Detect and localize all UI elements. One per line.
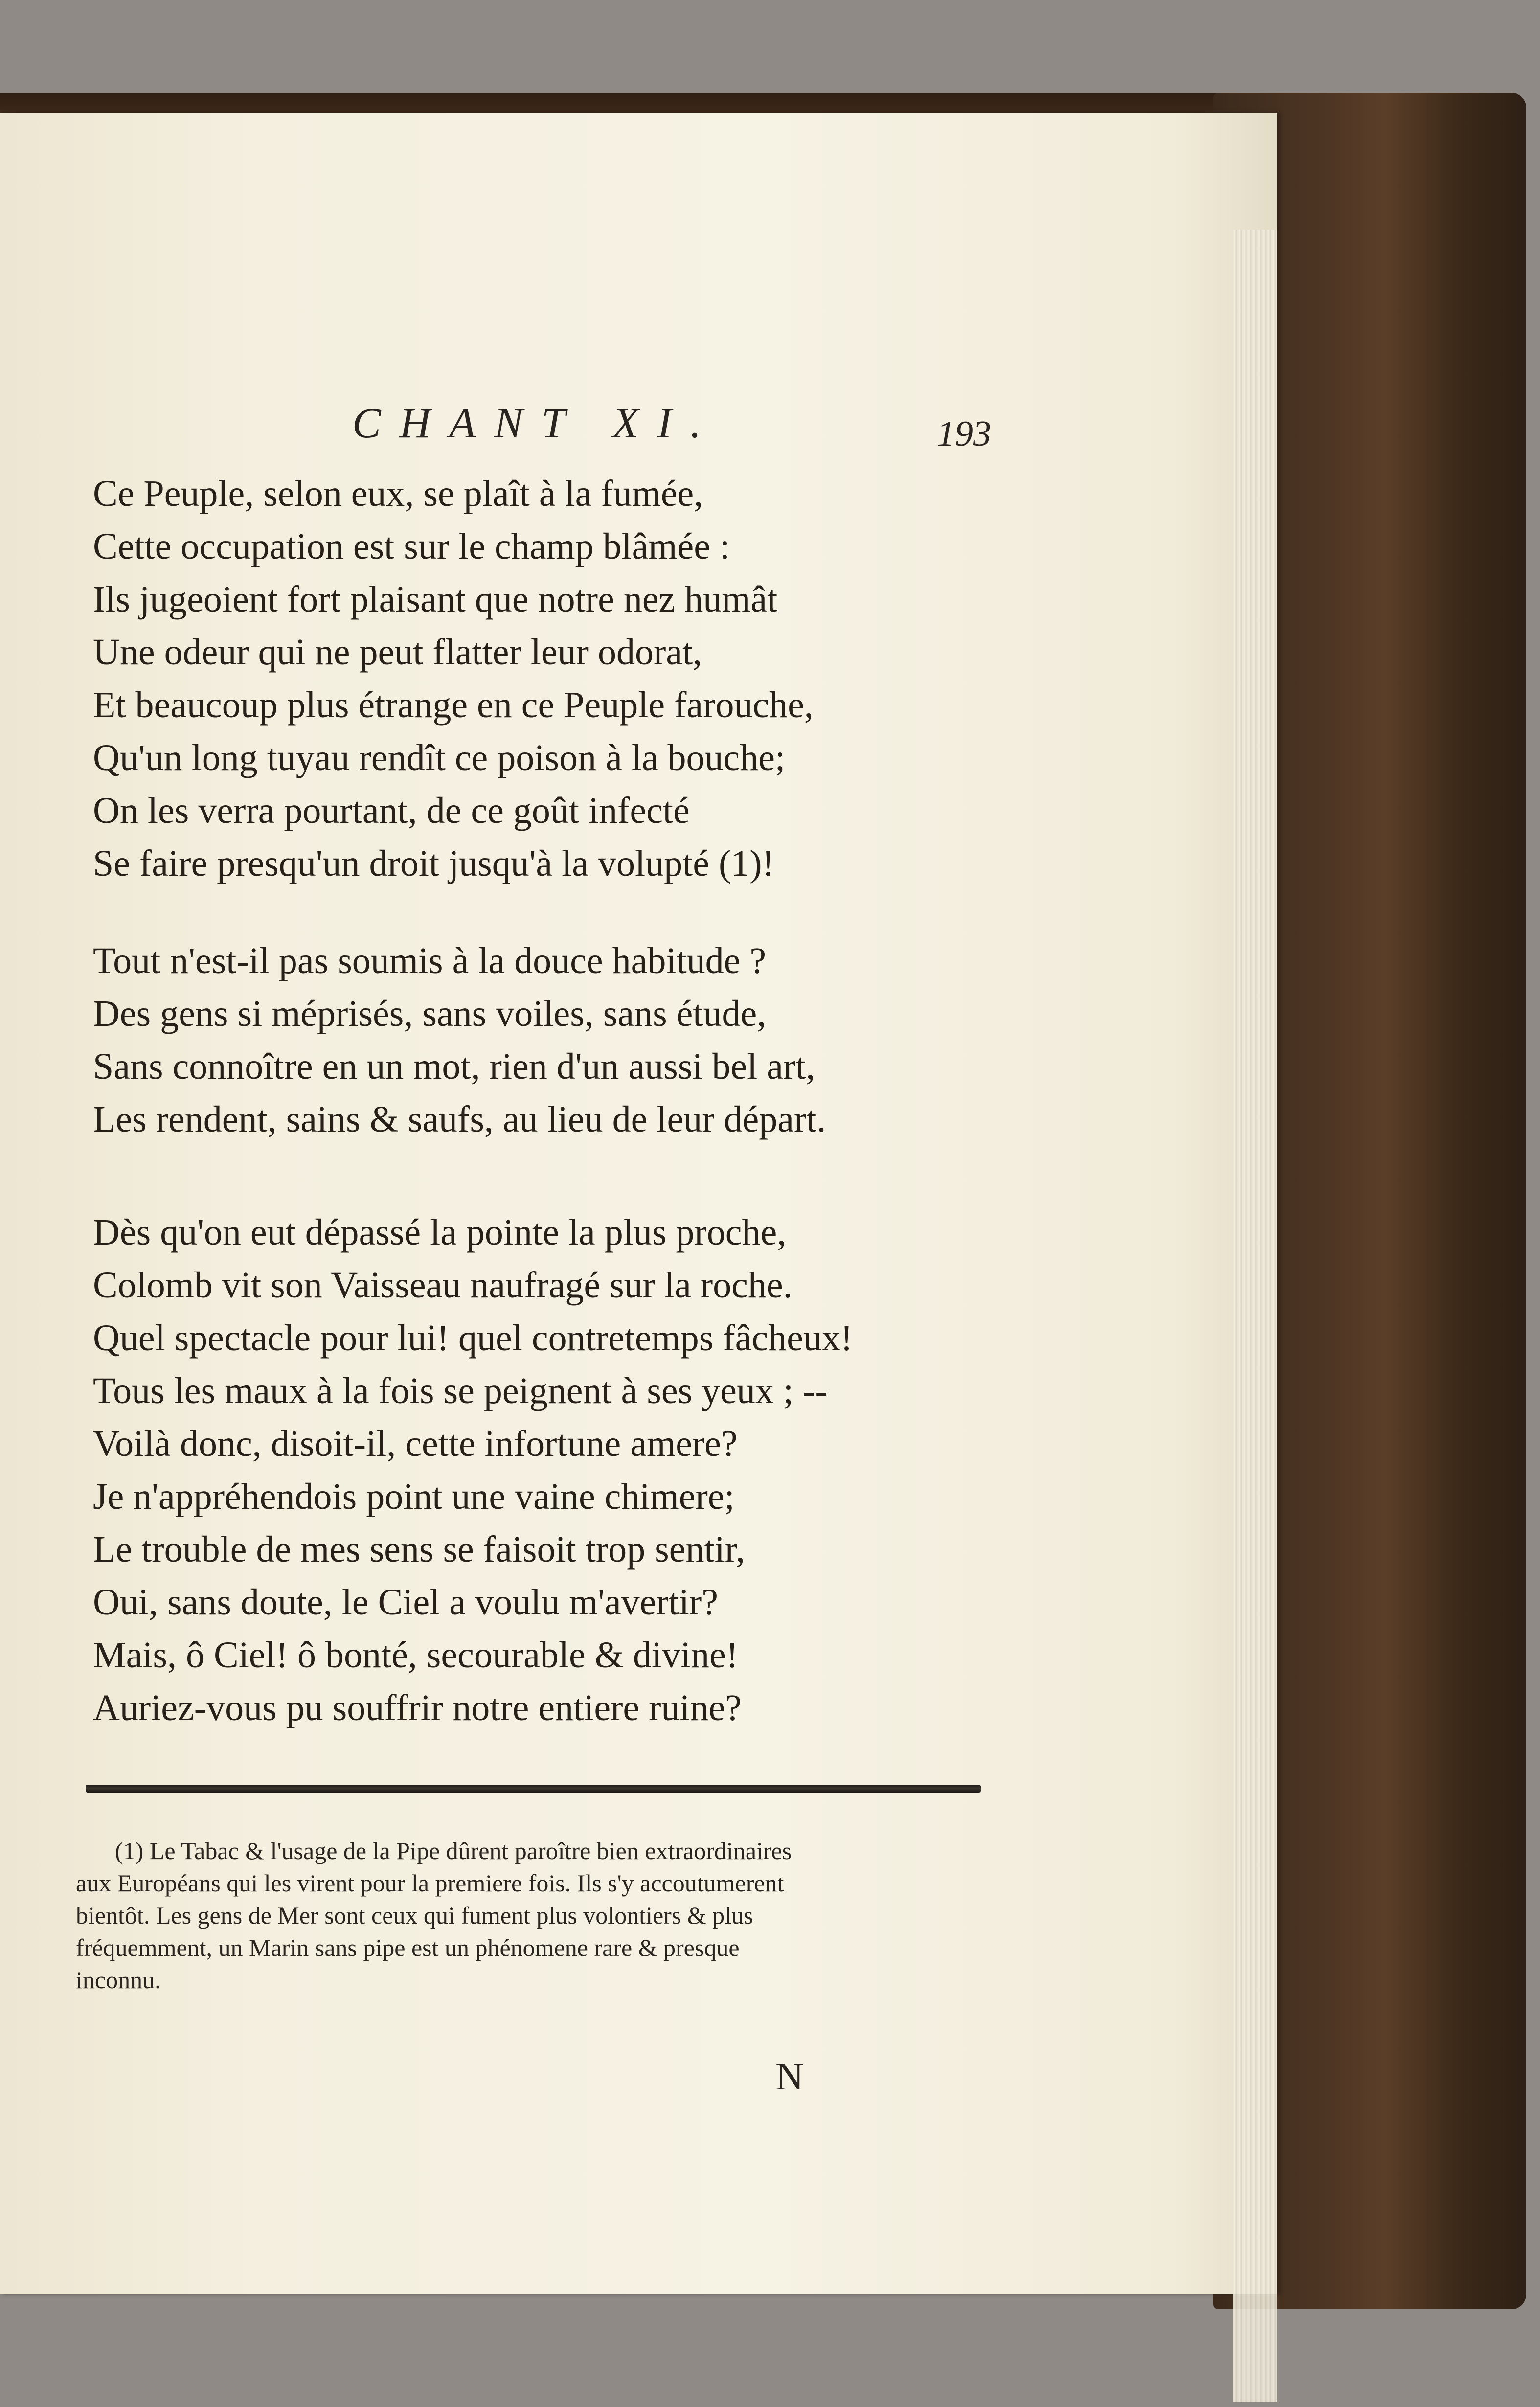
verse-line: Les rendent, sains & saufs, au lieu de leur départ.	[93, 1099, 826, 1140]
verse-line: Cette occupation est sur le champ blâmée :	[93, 526, 730, 567]
verse-line: Oui, sans doute, le Ciel a voulu m'avertir?	[93, 1582, 718, 1623]
page-header	[0, 399, 1003, 462]
footnote-line: (1) Le Tabac & l'usage de la Pipe dûrent paroître bien extraordinaires	[115, 1837, 792, 1864]
page-number: 193	[937, 414, 991, 454]
verse-line: Colomb vit son Vaisseau naufragé sur la roche.	[93, 1265, 793, 1306]
stanza-2	[93, 934, 1013, 1146]
verse-line: On les verra pourtant, de ce goût infecté	[93, 790, 690, 831]
stanza-3	[93, 1206, 1013, 1734]
verse-line: Qu'un long tuyau rendît ce poison à la bouche;	[93, 737, 786, 778]
signature-mark: N	[775, 2055, 804, 2098]
footnote	[76, 1835, 991, 1996]
verse-line: Tous les maux à la fois se peignent à ses yeux ; --	[93, 1370, 828, 1411]
verse-line: Se faire presqu'un droit jusqu'à la volupté (1)!	[93, 843, 774, 884]
stanza-1	[93, 467, 1013, 890]
footnote-line: aux Européans qui les virent pour la premiere fois. Ils s'y accoutumerent	[76, 1869, 784, 1897]
footnote-rule	[86, 1785, 981, 1793]
verse-line: Je n'appréhendois point une vaine chimere;	[93, 1476, 735, 1517]
verse-line: Auriez-vous pu souffrir notre entiere ruine?	[93, 1687, 742, 1728]
verse-line: Et beaucoup plus étrange en ce Peuple farouche,	[93, 684, 814, 726]
verse-line: Des gens si méprisés, sans voiles, sans étude,	[93, 993, 767, 1034]
footnote-line: fréquemment, un Marin sans pipe est un phénomene rare & presque	[76, 1934, 740, 1961]
verse-line: Mais, ô Ciel! ô bonté, secourable & divine!	[93, 1635, 739, 1676]
verse-line: Une odeur qui ne peut flatter leur odorat,	[93, 632, 702, 673]
page-fore-edge	[1233, 230, 1277, 2402]
verse-line: Dès qu'on eut dépassé la pointe la plus proche,	[93, 1212, 787, 1253]
verse-line: Ils jugeoient fort plaisant que notre nez humât	[93, 579, 778, 620]
book-page	[0, 113, 1277, 2294]
footnote-line: inconnu.	[76, 1966, 161, 1994]
verse-line: Tout n'est-il pas soumis à la douce habitude ?	[93, 940, 767, 981]
verse-line: Quel spectacle pour lui! quel contretemps fâcheux!	[93, 1317, 853, 1359]
running-head: CHANT XI.	[352, 400, 720, 447]
verse-line: Le trouble de mes sens se faisoit trop sentir,	[93, 1529, 745, 1570]
verse-line: Sans connoître en un mot, rien d'un aussi bel art,	[93, 1046, 815, 1087]
verse-line: Voilà donc, disoit-il, cette infortune amere?	[93, 1423, 738, 1464]
footnote-line: bientôt. Les gens de Mer sont ceux qui fument plus volontiers & plus	[76, 1902, 753, 1929]
verse-line: Ce Peuple, selon eux, se plaît à la fumée,	[93, 473, 703, 514]
